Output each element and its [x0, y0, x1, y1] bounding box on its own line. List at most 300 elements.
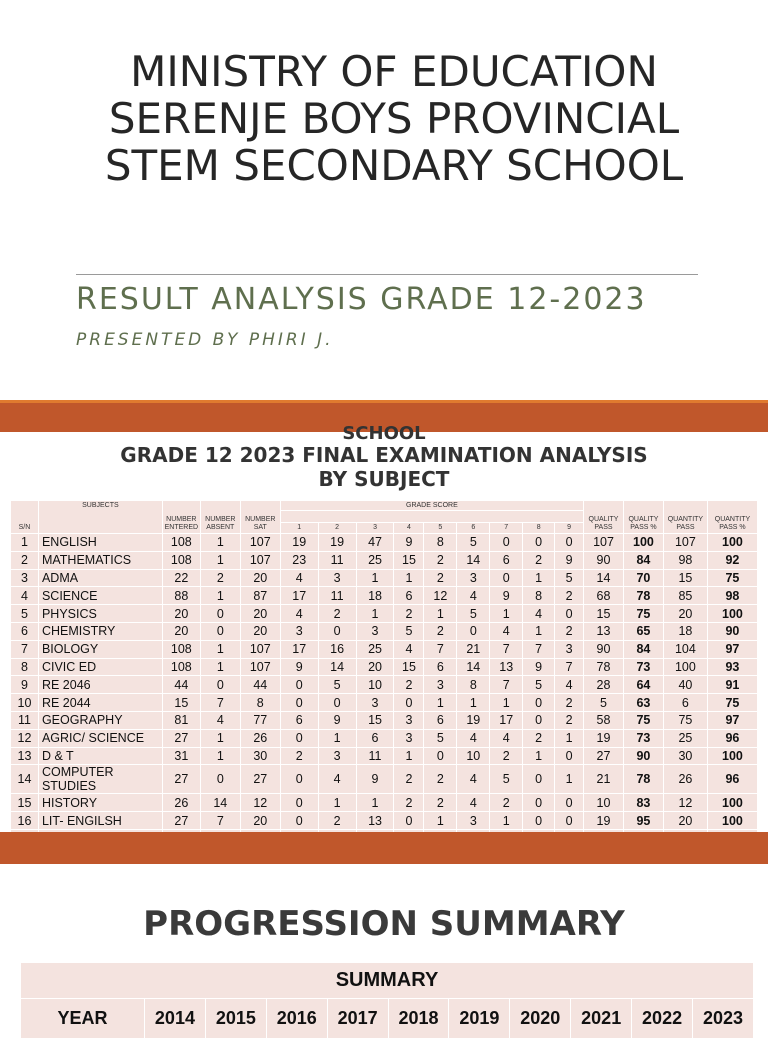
- quantity-pass-pct: 98: [707, 587, 757, 605]
- quality-pass: 58: [584, 711, 624, 729]
- grade-count: 2: [280, 747, 318, 765]
- grade-count: 5: [457, 605, 490, 623]
- number-sat: 107: [240, 551, 280, 569]
- grade-count: 4: [457, 794, 490, 812]
- grade-count: 6: [394, 587, 424, 605]
- grade-count: 2: [424, 569, 457, 587]
- number-sat: 27: [240, 765, 280, 794]
- row-number: 8: [11, 658, 39, 676]
- grade-count: 20: [356, 658, 394, 676]
- summary-title-row: [21, 963, 754, 999]
- table-row: [11, 676, 758, 694]
- subject-name: GEOGRAPHY: [38, 711, 162, 729]
- row-number: 15: [11, 794, 39, 812]
- table-row: [11, 765, 758, 794]
- year-cell: 2014: [145, 999, 206, 1039]
- table-row: [11, 812, 758, 830]
- grade-count: 14: [318, 658, 356, 676]
- grade-count: 2: [555, 622, 584, 640]
- grade-count: 5: [490, 765, 523, 794]
- number-absent: 1: [200, 729, 240, 747]
- grade-count: 7: [490, 640, 523, 658]
- grade-count: 7: [523, 640, 555, 658]
- grade-count: 9: [523, 658, 555, 676]
- year-cell: 2015: [205, 999, 266, 1039]
- row-number: 10: [11, 694, 39, 712]
- grade-count: 8: [523, 587, 555, 605]
- grade-count: 1: [318, 794, 356, 812]
- quantity-pass: 20: [663, 605, 707, 623]
- table-row: [11, 640, 758, 658]
- number-entered: 108: [162, 640, 200, 658]
- grade-count: 1: [457, 694, 490, 712]
- grade-count: 17: [280, 587, 318, 605]
- summary-label: SUMMARY: [21, 963, 754, 999]
- quality-pass-pct: 100: [623, 534, 663, 552]
- number-sat: 20: [240, 622, 280, 640]
- grade-count: 4: [555, 676, 584, 694]
- grade-col-header: 2: [318, 523, 356, 534]
- grade-count: 9: [394, 534, 424, 552]
- grade-count: 7: [555, 658, 584, 676]
- grade-count: 0: [523, 694, 555, 712]
- grade-col-header: 5: [424, 523, 457, 534]
- analysis-title-line: BY SUBJECT: [318, 467, 450, 491]
- grade-count: 2: [490, 794, 523, 812]
- grade-count: 3: [356, 694, 394, 712]
- number-entered: 108: [162, 534, 200, 552]
- number-absent: 2: [200, 569, 240, 587]
- quantity-pass: 104: [663, 640, 707, 658]
- quality-pass: 10: [584, 794, 624, 812]
- table-row: [11, 569, 758, 587]
- table-row: [11, 658, 758, 676]
- grade-count: 15: [356, 711, 394, 729]
- grade-count: 2: [424, 551, 457, 569]
- subject-name: HISTORY: [38, 794, 162, 812]
- number-sat: 20: [240, 812, 280, 830]
- quality-pass-pct: 78: [623, 587, 663, 605]
- subject-name: CHEMISTRY: [38, 622, 162, 640]
- quantity-pass: 20: [663, 812, 707, 830]
- quality-pass: 27: [584, 747, 624, 765]
- grade-count: 0: [394, 694, 424, 712]
- grade-count: 2: [424, 765, 457, 794]
- quantity-pass-header: QUANTITY PASS: [663, 501, 707, 534]
- subject-name: BIOLOGY: [38, 640, 162, 658]
- quality-pass: 13: [584, 622, 624, 640]
- row-number: 14: [11, 765, 39, 794]
- grade-count: 2: [394, 765, 424, 794]
- grade-count: 8: [424, 534, 457, 552]
- number-absent: 0: [200, 605, 240, 623]
- quality-pass-pct: 73: [623, 658, 663, 676]
- table-row: [11, 587, 758, 605]
- grade-count: 1: [318, 729, 356, 747]
- quality-pass-pct-header: QUALITY PASS %: [623, 501, 663, 534]
- subject-name: RE 2044: [38, 694, 162, 712]
- number-sat: 107: [240, 640, 280, 658]
- grade-count: 1: [424, 605, 457, 623]
- quantity-pass: 100: [663, 658, 707, 676]
- quantity-pass-pct: 100: [707, 747, 757, 765]
- subject-name: COMPUTER STUDIES: [38, 765, 162, 794]
- number-entered: 26: [162, 794, 200, 812]
- row-number: 7: [11, 640, 39, 658]
- quality-pass: 19: [584, 729, 624, 747]
- grade-count: 4: [457, 587, 490, 605]
- grade-score-header: GRADE SCORE: [280, 501, 583, 511]
- title-divider: [76, 274, 698, 275]
- quality-pass: 90: [584, 640, 624, 658]
- grade-count: 0: [280, 765, 318, 794]
- grade-count: 2: [523, 729, 555, 747]
- quality-pass-pct: 65: [623, 622, 663, 640]
- number-absent: 0: [200, 622, 240, 640]
- quality-pass: 107: [584, 534, 624, 552]
- grade-count: 0: [555, 794, 584, 812]
- number-absent: 7: [200, 812, 240, 830]
- grade-count: 3: [424, 676, 457, 694]
- grade-count: 4: [457, 765, 490, 794]
- quantity-pass: 6: [663, 694, 707, 712]
- table-row: [11, 622, 758, 640]
- grade-count: 6: [490, 551, 523, 569]
- number-entered: 31: [162, 747, 200, 765]
- number-entered: 20: [162, 622, 200, 640]
- quality-pass-pct: 75: [623, 605, 663, 623]
- grade-count: 5: [523, 676, 555, 694]
- grade-count: 4: [490, 622, 523, 640]
- grade-count: 1: [523, 747, 555, 765]
- number-entered: 108: [162, 658, 200, 676]
- grade-count: 19: [318, 534, 356, 552]
- grade-count: 2: [490, 747, 523, 765]
- quality-pass-pct: 78: [623, 765, 663, 794]
- row-number: 4: [11, 587, 39, 605]
- quality-pass: 19: [584, 812, 624, 830]
- progression-title: PROGRESSION SUMMARY: [143, 904, 625, 944]
- row-number: 2: [11, 551, 39, 569]
- row-number: 6: [11, 622, 39, 640]
- number-absent: 1: [200, 658, 240, 676]
- quality-pass: 14: [584, 569, 624, 587]
- header-row: [11, 501, 758, 511]
- progression-summary-table: [20, 962, 754, 1039]
- row-number: 13: [11, 747, 39, 765]
- grade-count: 11: [318, 587, 356, 605]
- grade-count: 6: [424, 711, 457, 729]
- row-number: 3: [11, 569, 39, 587]
- number-absent: 1: [200, 747, 240, 765]
- grade-count: 1: [356, 605, 394, 623]
- quantity-pass: 40: [663, 676, 707, 694]
- grade-count: 2: [555, 694, 584, 712]
- number-sat: 77: [240, 711, 280, 729]
- quantity-pass-pct: 97: [707, 711, 757, 729]
- grade-count: 2: [394, 794, 424, 812]
- quantity-pass-pct: 92: [707, 551, 757, 569]
- grade-col-header: 7: [490, 523, 523, 534]
- grade-count: 5: [457, 534, 490, 552]
- number-entered: 20: [162, 605, 200, 623]
- grade-count: 0: [280, 812, 318, 830]
- number-absent: 4: [200, 711, 240, 729]
- quantity-pass: 18: [663, 622, 707, 640]
- quantity-pass-pct: 75: [707, 569, 757, 587]
- analysis-title: [60, 443, 708, 491]
- grade-col-header: 3: [356, 523, 394, 534]
- sn-header: S/N: [11, 501, 39, 534]
- row-number: 9: [11, 676, 39, 694]
- grade-count: 1: [490, 694, 523, 712]
- quality-pass: 28: [584, 676, 624, 694]
- grade-count: 0: [523, 534, 555, 552]
- number-entered: 15: [162, 694, 200, 712]
- number-entered: 88: [162, 587, 200, 605]
- grade-count: 3: [394, 711, 424, 729]
- number-absent: 7: [200, 694, 240, 712]
- table-row: [11, 534, 758, 552]
- grade-count: 0: [555, 605, 584, 623]
- number-sat: 87: [240, 587, 280, 605]
- analysis-title-line: GRADE 12 2023 FINAL EXAMINATION ANALYSIS: [120, 443, 648, 467]
- year-cell: 2017: [327, 999, 388, 1039]
- grade-count: 2: [523, 551, 555, 569]
- grade-count: 25: [356, 551, 394, 569]
- grade-count: 0: [523, 812, 555, 830]
- grade-col-header: 1: [280, 523, 318, 534]
- year-cell: 2020: [510, 999, 571, 1039]
- number-entered: 81: [162, 711, 200, 729]
- number-sat: 107: [240, 534, 280, 552]
- number-sat: 26: [240, 729, 280, 747]
- quantity-pass-pct: 97: [707, 640, 757, 658]
- quantity-pass-pct: 75: [707, 694, 757, 712]
- year-cell: 2016: [266, 999, 327, 1039]
- title-slide: [0, 0, 768, 400]
- table-row: [11, 747, 758, 765]
- grade-count: 6: [280, 711, 318, 729]
- grade-count: 15: [394, 658, 424, 676]
- number-entered: 27: [162, 729, 200, 747]
- grade-count: 1: [356, 794, 394, 812]
- number-absent: 1: [200, 534, 240, 552]
- grade-count: 3: [318, 747, 356, 765]
- grade-count: 1: [523, 622, 555, 640]
- cropped-heading: SCHOOL: [342, 423, 426, 444]
- subject-name: AGRIC/ SCIENCE: [38, 729, 162, 747]
- grade-col-header: 8: [523, 523, 555, 534]
- quantity-pass: 30: [663, 747, 707, 765]
- analysis-slide: [0, 423, 768, 832]
- grade-count: 10: [356, 676, 394, 694]
- grade-count: 10: [457, 747, 490, 765]
- grade-count: 2: [424, 622, 457, 640]
- grade-count: 9: [555, 551, 584, 569]
- subject-name: RE 2046: [38, 676, 162, 694]
- number-absent: 0: [200, 676, 240, 694]
- quantity-pass: 98: [663, 551, 707, 569]
- title-line: STEM SECONDARY SCHOOL: [104, 141, 684, 190]
- grade-count: 3: [356, 622, 394, 640]
- grade-count: 1: [490, 605, 523, 623]
- grade-count: 3: [394, 729, 424, 747]
- grade-count: 14: [457, 658, 490, 676]
- year-cell: 2021: [571, 999, 632, 1039]
- number-sat: 12: [240, 794, 280, 812]
- quality-pass-pct: 83: [623, 794, 663, 812]
- quantity-pass-pct: 91: [707, 676, 757, 694]
- grade-count: 1: [424, 694, 457, 712]
- grade-count: 0: [555, 747, 584, 765]
- grade-count: 0: [490, 569, 523, 587]
- quality-pass-pct: 70: [623, 569, 663, 587]
- grade-count: 1: [356, 569, 394, 587]
- sat-header: NUMBER SAT: [240, 501, 280, 534]
- subject-name: ADMA: [38, 569, 162, 587]
- grade-count: 4: [457, 729, 490, 747]
- grade-count: 2: [555, 587, 584, 605]
- year-cell: 2019: [449, 999, 510, 1039]
- grade-count: 4: [490, 729, 523, 747]
- quantity-pass-pct: 100: [707, 605, 757, 623]
- quality-pass: 5: [584, 694, 624, 712]
- grade-count: 0: [318, 694, 356, 712]
- grade-count: 1: [394, 747, 424, 765]
- grade-count: 4: [318, 765, 356, 794]
- quantity-pass: 12: [663, 794, 707, 812]
- grade-count: 17: [490, 711, 523, 729]
- grade-count: 5: [318, 676, 356, 694]
- grade-count: 11: [356, 747, 394, 765]
- grade-count: 0: [523, 711, 555, 729]
- subject-name: MATHEMATICS: [38, 551, 162, 569]
- quality-pass-header: QUALITY PASS: [584, 501, 624, 534]
- quality-pass-pct: 95: [623, 812, 663, 830]
- subject-name: PHYSICS: [38, 605, 162, 623]
- quantity-pass-pct: 100: [707, 812, 757, 830]
- number-entered: 44: [162, 676, 200, 694]
- number-absent: 14: [200, 794, 240, 812]
- quality-pass-pct: 75: [623, 711, 663, 729]
- row-number: 5: [11, 605, 39, 623]
- school-title: [40, 48, 748, 189]
- number-entered: 108: [162, 551, 200, 569]
- subject-name: CIVIC ED: [38, 658, 162, 676]
- presenter-line: PRESENTED BY PHIRI J.: [76, 330, 334, 350]
- grade-count: 1: [394, 569, 424, 587]
- subject-name: D & T: [38, 747, 162, 765]
- quality-pass-pct: 84: [623, 551, 663, 569]
- grade-count: 25: [356, 640, 394, 658]
- grade-count: 2: [424, 794, 457, 812]
- number-absent: 0: [200, 765, 240, 794]
- grade-count: 0: [555, 812, 584, 830]
- title-line: SERENJE BOYS PROVINCIAL: [108, 94, 680, 143]
- grade-count: 18: [356, 587, 394, 605]
- entered-header: NUMBER ENTERED: [162, 501, 200, 534]
- quality-pass-pct: 84: [623, 640, 663, 658]
- grade-count: 47: [356, 534, 394, 552]
- grade-count: 1: [490, 812, 523, 830]
- year-label: YEAR: [21, 999, 145, 1039]
- table-row: [11, 729, 758, 747]
- grade-count: 2: [394, 605, 424, 623]
- quality-pass-pct: 63: [623, 694, 663, 712]
- grade-count: 0: [523, 765, 555, 794]
- quantity-pass-pct-header: QUANTITY PASS %: [707, 501, 757, 534]
- grade-count: 19: [457, 711, 490, 729]
- year-cell: 2022: [632, 999, 693, 1039]
- quantity-pass-pct: 90: [707, 622, 757, 640]
- grade-count: 21: [457, 640, 490, 658]
- number-sat: 20: [240, 569, 280, 587]
- grade-count: 0: [523, 794, 555, 812]
- grade-count: 19: [280, 534, 318, 552]
- subjects-header: SUBJECTS: [38, 501, 162, 534]
- grade-count: 9: [280, 658, 318, 676]
- row-number: 1: [11, 534, 39, 552]
- quality-pass-pct: 64: [623, 676, 663, 694]
- grade-count: 5: [394, 622, 424, 640]
- number-entered: 27: [162, 765, 200, 794]
- subject-name: SCIENCE: [38, 587, 162, 605]
- year-cell: 2023: [693, 999, 754, 1039]
- quantity-pass-pct: 93: [707, 658, 757, 676]
- table-row: [11, 551, 758, 569]
- table-row: [11, 711, 758, 729]
- number-sat: 20: [240, 605, 280, 623]
- table-row: [11, 794, 758, 812]
- number-absent: 1: [200, 551, 240, 569]
- table-row: [11, 605, 758, 623]
- analysis-table-body: [11, 534, 758, 851]
- quantity-pass: 75: [663, 711, 707, 729]
- grade-count: 1: [555, 729, 584, 747]
- quality-pass-pct: 73: [623, 729, 663, 747]
- quality-pass: 78: [584, 658, 624, 676]
- grade-count: 0: [424, 747, 457, 765]
- row-number: 11: [11, 711, 39, 729]
- table-row: [11, 694, 758, 712]
- report-subtitle: RESULT ANALYSIS GRADE 12-2023: [76, 282, 647, 317]
- grade-count: 5: [424, 729, 457, 747]
- quality-pass: 15: [584, 605, 624, 623]
- grade-count: 3: [457, 569, 490, 587]
- grade-count: 0: [457, 622, 490, 640]
- grade-col-header: 6: [457, 523, 490, 534]
- grade-count: 13: [356, 812, 394, 830]
- quantity-pass: 107: [663, 534, 707, 552]
- grade-count: 23: [280, 551, 318, 569]
- year-cell: 2018: [388, 999, 449, 1039]
- grade-count: 9: [318, 711, 356, 729]
- number-sat: 30: [240, 747, 280, 765]
- subject-name: ENGLISH: [38, 534, 162, 552]
- number-sat: 8: [240, 694, 280, 712]
- quantity-pass: 15: [663, 569, 707, 587]
- grade-count: 0: [555, 534, 584, 552]
- grade-count: 0: [490, 534, 523, 552]
- grade-count: 0: [280, 694, 318, 712]
- quantity-pass: 85: [663, 587, 707, 605]
- quality-pass-pct: 90: [623, 747, 663, 765]
- grade-col-header: 9: [555, 523, 584, 534]
- number-absent: 1: [200, 587, 240, 605]
- grade-count: 0: [280, 676, 318, 694]
- grade-count: 6: [424, 658, 457, 676]
